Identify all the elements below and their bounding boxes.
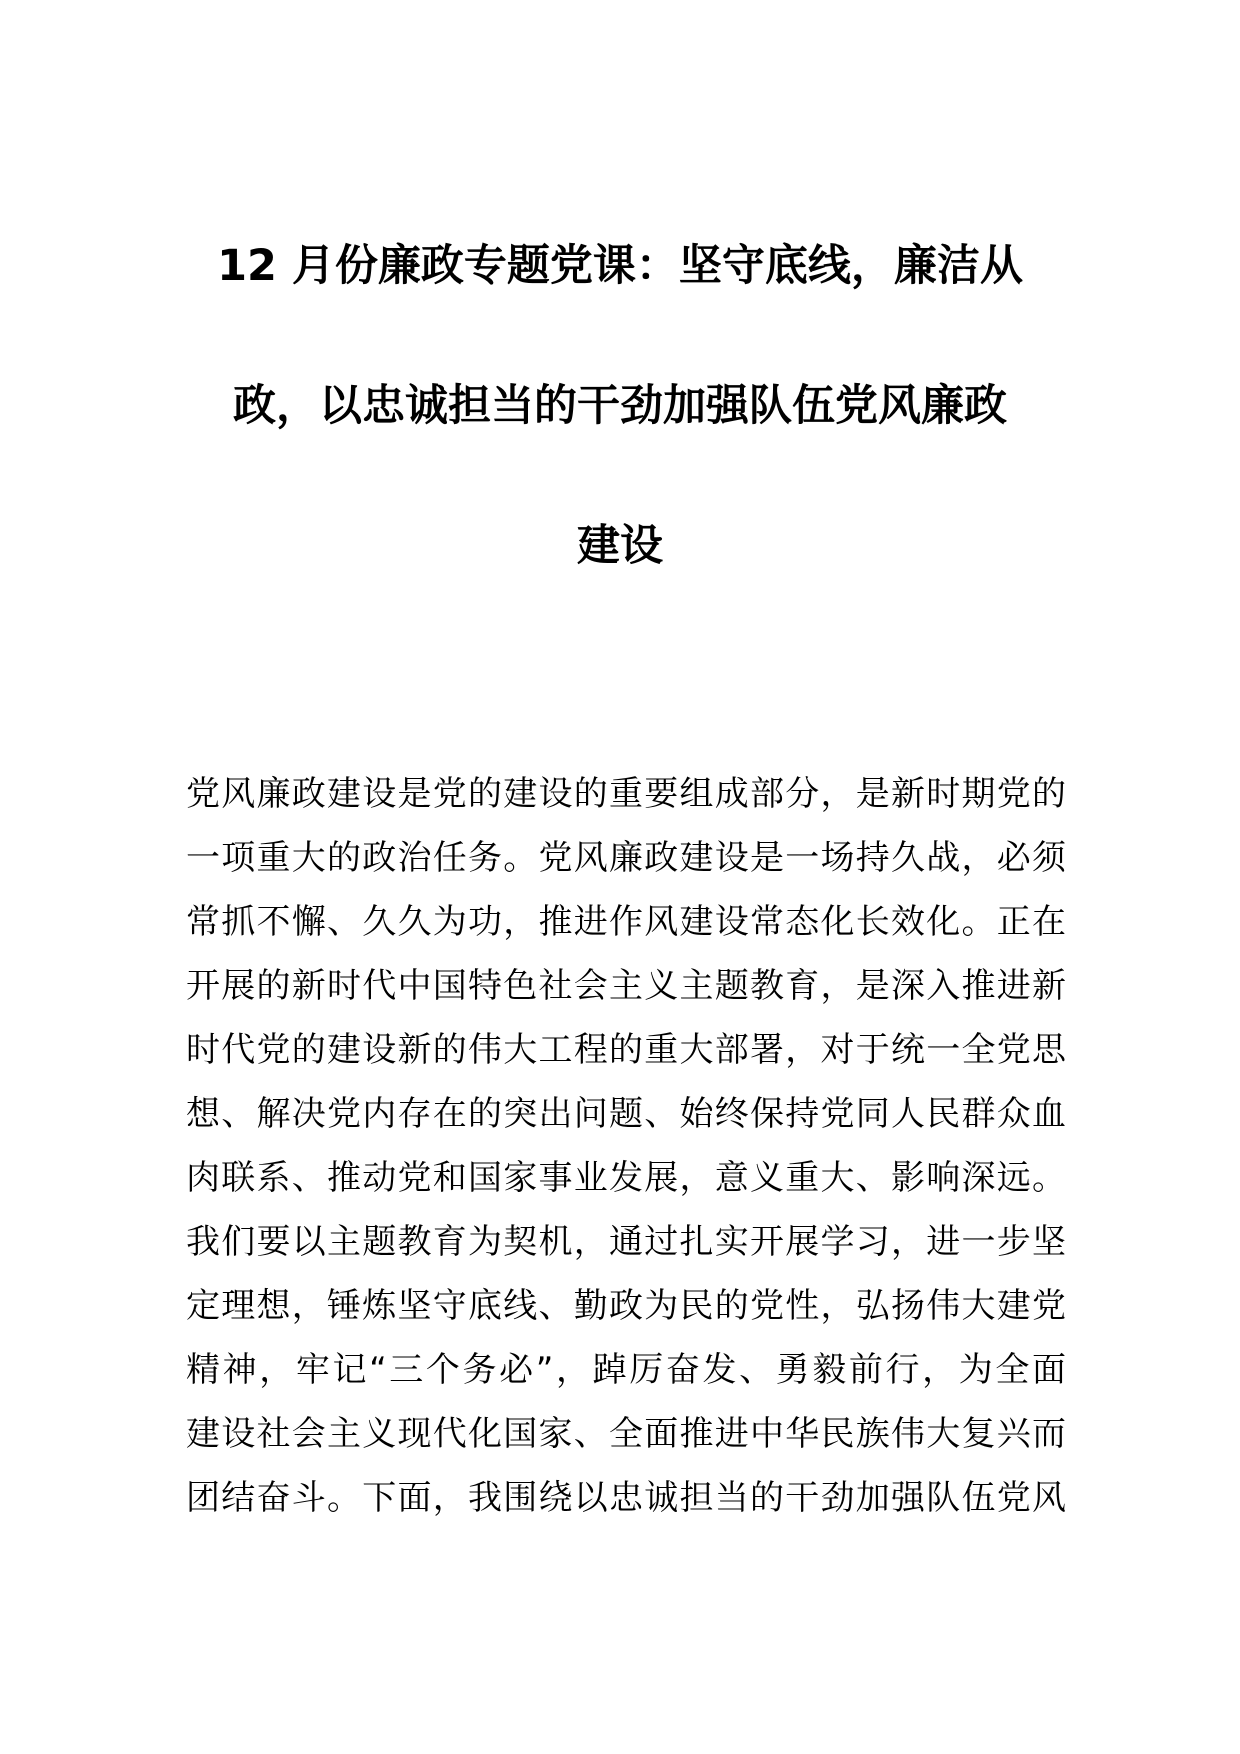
body-line-1: 党风廉政建设是党的建设的重要组成部分，是新时期党的 [186, 774, 1066, 814]
title-line-2: 政，以忠诚担当的干劲加强队伍党风廉政 [233, 381, 1007, 431]
body-line-12: 团结奋斗。下面，我围绕以忠诚担当的干劲加强队伍党风 [186, 1478, 1066, 1518]
title-line-3: 建设 [577, 521, 663, 571]
body-line-5: 时代党的建设新的伟大工程的重大部署，对于统一全党思 [186, 1030, 1066, 1070]
body-paragraph [186, 762, 1066, 1530]
body-line-10: 精神，牢记“三个务必”，踔厉奋发、勇毅前行，为全面 [186, 1350, 1066, 1390]
document-title [180, 196, 1060, 616]
body-line-6: 想、解决党内存在的突出问题、始终保持党同人民群众血 [186, 1094, 1066, 1134]
body-line-3: 常抓不懈、久久为功，推进作风建设常态化长效化。正在 [186, 902, 1066, 942]
body-line-11: 建设社会主义现代化国家、全面推进中华民族伟大复兴而 [186, 1414, 1066, 1454]
body-line-2: 一项重大的政治任务。党风廉政建设是一场持久战，必须 [186, 838, 1066, 878]
body-line-7: 肉联系、推动党和国家事业发展，意义重大、影响深远。 [186, 1158, 1066, 1198]
body-line-8: 我们要以主题教育为契机，通过扎实开展学习，进一步坚 [186, 1222, 1066, 1262]
body-line-4: 开展的新时代中国特色社会主义主题教育，是深入推进新 [186, 966, 1066, 1006]
title-line-1: 12 月份廉政专题党课：坚守底线，廉洁从 [217, 241, 1023, 291]
body-line-9: 定理想，锤炼坚守底线、勤政为民的党性，弘扬伟大建党 [186, 1286, 1066, 1326]
